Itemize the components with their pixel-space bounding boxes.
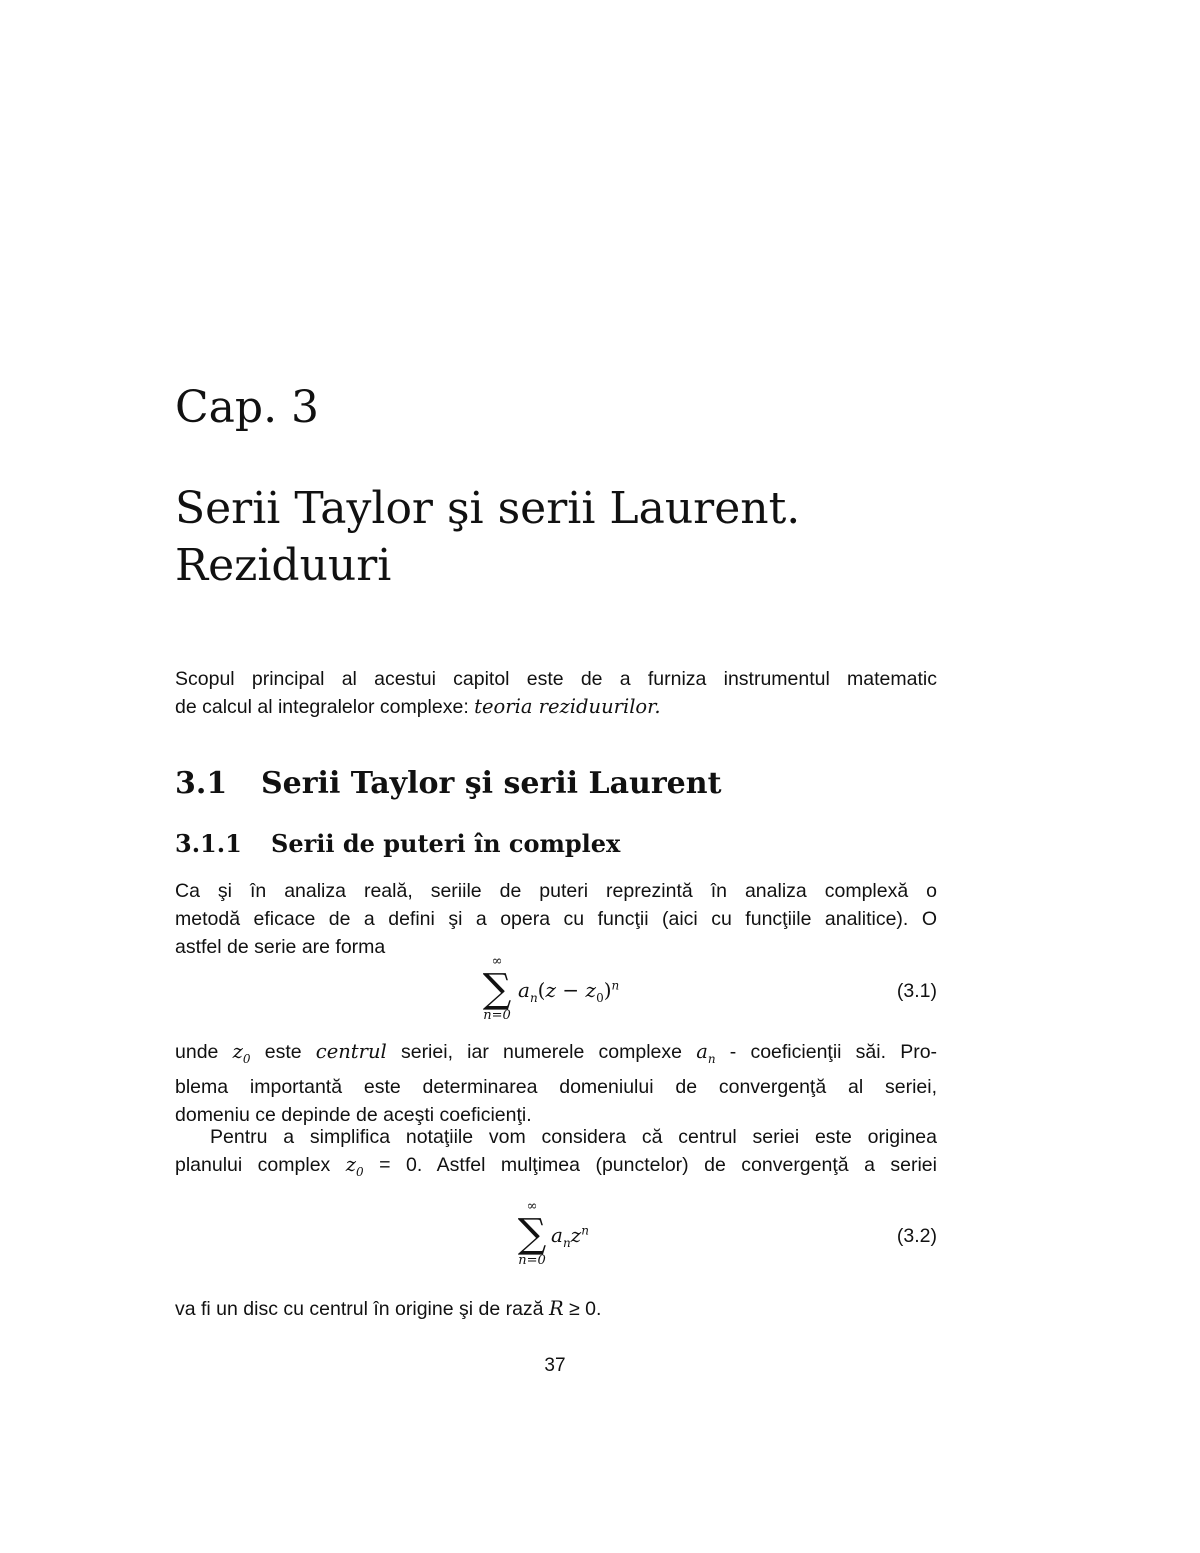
para3-text-a: planului complex [175, 1154, 331, 1176]
para2-emphasis: centrul [315, 1040, 387, 1063]
sum-upper-limit: ∞ [491, 954, 503, 969]
intro-line-2-text: de calcul al integralelor complexe: [175, 696, 469, 718]
z0-symbol: $z_0$ [232, 1040, 251, 1066]
para2-line-2: blema importantă este determinarea domeniului de convergenţă al seriei, [175, 1075, 937, 1098]
section-number: 3.1 [175, 766, 228, 801]
intro-line-1: Scopul principal al acestui capitol este de a furniza instrumentul matematic [175, 668, 937, 690]
para2-line-1 [175, 1038, 937, 1073]
chapter-number: Cap. 3 [175, 382, 320, 433]
chapter-title-line-2: Reziduuri [175, 540, 392, 591]
paragraph-1 [175, 877, 937, 961]
intro-emphasis: teoria reziduurilor. [474, 695, 661, 718]
chapter-title [175, 480, 800, 594]
subsection-heading [175, 829, 620, 858]
paragraph-3 [175, 1123, 937, 1186]
equation-tag-2: (3.2) [896, 1225, 937, 1247]
paragraph-2 [175, 1038, 937, 1129]
para2-text-d: seriei, iar numerele complexe [400, 1041, 682, 1063]
para2-text-b: este [264, 1041, 302, 1063]
para2-text-a: unde [175, 1041, 219, 1063]
para1-line-2: metodă eficace de a defini şi a opera cu funcţii (aici cu funcţiile analitice). O [175, 908, 937, 930]
section-title: Serii Taylor şi serii Laurent [261, 766, 722, 801]
equation-tag: (3.1) [896, 980, 937, 1002]
sigma-symbol: ∑ [482, 966, 512, 1012]
z0-symbol-2: $z_0$ [345, 1153, 364, 1179]
subsection-title: Serii de puteri în complex [271, 829, 621, 858]
sum-lower-limit: n=0 [483, 1008, 511, 1023]
series-term-2: $a_nz^n$ [551, 1223, 589, 1250]
equation-3-2 [175, 1200, 937, 1270]
an-symbol: $a_n$ [696, 1040, 716, 1066]
para1-line-1: Ca şi în analiza reală, seriile de puteri reprezintă în analiza complexă o [175, 880, 937, 902]
para3-text-b: = 0. Astfel mulţimea (punctelor) de convergenţă a seriei [379, 1154, 937, 1176]
sum-lower-limit-2: n=0 [518, 1253, 546, 1268]
section-heading [175, 766, 721, 801]
summation-sign [477, 955, 517, 1023]
paragraph-4 [175, 1295, 937, 1323]
sigma-symbol-2: ∑ [517, 1211, 547, 1257]
page-number: 37 [544, 1355, 566, 1376]
equation-3-1 [175, 955, 937, 1025]
subsection-number: 3.1.1 [175, 829, 242, 858]
R-symbol: R [548, 1297, 564, 1320]
summation-sign-2 [512, 1200, 552, 1268]
para3-line-2 [175, 1151, 937, 1186]
chapter-title-line-1: Serii Taylor şi serii Laurent. [175, 483, 801, 534]
para2-line-3: domeniu ce depinde de aceşti coeficienţi. [175, 1103, 532, 1126]
para3-line-1: Pentru a simplifica notaţiile vom considera că centrul seriei este originea [210, 1126, 937, 1148]
para4-text-b: ≥ 0. [569, 1298, 602, 1320]
intro-paragraph [175, 665, 937, 721]
para1-line-3: astfel de serie are forma [175, 936, 386, 958]
intro-line-2 [175, 693, 937, 721]
para4-text-a: va fi un disc cu centrul în origine şi de rază [175, 1298, 544, 1320]
para2-text-e: - coeficienţii săi. Pro- [729, 1041, 938, 1063]
sum-upper-limit-2: ∞ [526, 1199, 538, 1214]
series-term: $a_n(z - z_0)^n$ [518, 978, 620, 1005]
